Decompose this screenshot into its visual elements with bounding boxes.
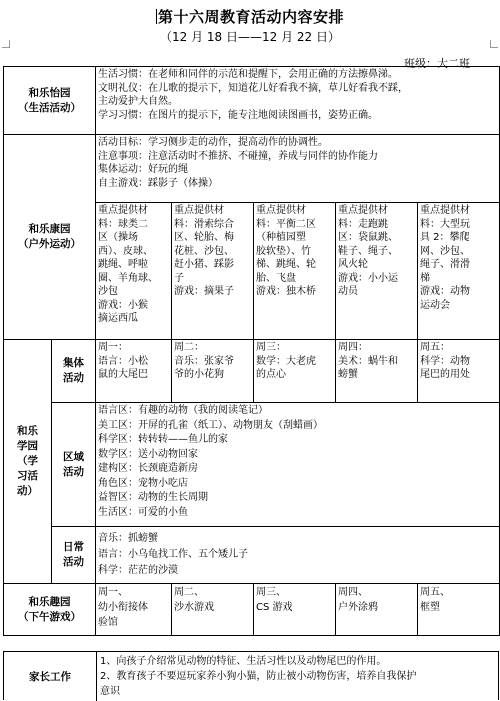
group-day-wed bbox=[254, 340, 336, 403]
fun-day-mon bbox=[96, 584, 172, 636]
learn-garden-title-2: 学园 bbox=[17, 440, 38, 452]
learn-garden-subtitle-1: （学 bbox=[17, 455, 38, 467]
health-line: 集体运动：好玩的绳 bbox=[98, 164, 188, 175]
focus-line: 重点提供材 bbox=[256, 205, 306, 216]
focus-line: 赶小猪、踩影 bbox=[174, 259, 234, 270]
focus-line: 沙包 bbox=[98, 286, 118, 297]
area-label-2: 活动 bbox=[63, 465, 84, 478]
focus-line: 游戏：小猴 bbox=[98, 299, 148, 311]
family-work-label: 家长工作 bbox=[4, 652, 97, 701]
focus-line: 重点提供材 bbox=[174, 205, 224, 216]
learn-garden-label bbox=[4, 340, 52, 584]
focus-line: 西）、皮球、 bbox=[98, 245, 153, 257]
day-text: 科学：动物 bbox=[420, 355, 470, 367]
fun-day-fri bbox=[418, 584, 500, 636]
schedule-table bbox=[3, 66, 500, 636]
daily-label-2: 活动 bbox=[63, 556, 84, 568]
group-day-fri bbox=[418, 340, 500, 403]
class-label: 班级： bbox=[404, 57, 437, 70]
day-text: 尾巴的用处 bbox=[420, 369, 470, 380]
day-text: 数学：大老虎 bbox=[256, 355, 316, 367]
focus-line: 具 2：攀爬 bbox=[420, 232, 470, 243]
health-garden-subtitle: （户外运动） bbox=[18, 238, 81, 250]
group-activity-label bbox=[52, 340, 96, 403]
day-title: 周一、 bbox=[98, 587, 128, 598]
day-text: 户外涂鸦 bbox=[338, 602, 378, 613]
focus-line: 子 bbox=[174, 272, 184, 284]
focus-line: 胶软垫）、竹 bbox=[256, 245, 311, 257]
day-title: 周二、 bbox=[174, 587, 204, 598]
health-line: 注意事项：注意活动时不推挤、不碰撞，养成与同伴的协作能力 bbox=[98, 150, 378, 162]
day-text: 的点心 bbox=[256, 369, 286, 380]
focus-line: 料：球类二 bbox=[98, 218, 148, 230]
area-activity-row bbox=[4, 403, 500, 527]
fun-garden-label bbox=[4, 584, 96, 636]
focus-line: 胎、飞盘 bbox=[256, 272, 296, 284]
daily-line: 语言：小乌龟找工作、五个矮儿子 bbox=[98, 549, 248, 560]
focus-cell-4 bbox=[336, 203, 418, 340]
area-activity-label bbox=[52, 403, 96, 527]
fun-day-thu bbox=[336, 584, 418, 636]
health-garden-label bbox=[4, 135, 96, 340]
life-line: 文明礼仪：在儿歌的提示下，知道花儿好看我不摘，草儿好看我不踩， bbox=[98, 82, 408, 94]
health-garden-content bbox=[96, 135, 500, 203]
focus-line: （种植园塑 bbox=[256, 232, 306, 243]
group-day-tue bbox=[172, 340, 254, 403]
day-text: 框塑 bbox=[420, 602, 440, 613]
area-line: 益智区：动物的生长周期 bbox=[98, 492, 208, 503]
learn-garden-title-1: 和乐 bbox=[17, 425, 38, 437]
group-day-thu bbox=[336, 340, 418, 403]
focus-line: 游戏：摘果子 bbox=[174, 286, 234, 297]
area-line: 生活区：可爱的小鱼 bbox=[98, 506, 188, 518]
daily-line: 科学：茫茫的沙漠 bbox=[98, 565, 178, 576]
focus-line: 区：袋鼠跳、 bbox=[338, 232, 398, 243]
day-text: 鼠的大尾巴 bbox=[98, 369, 148, 380]
daily-activity-content bbox=[96, 527, 500, 584]
focus-line: 重点提供材 bbox=[98, 205, 148, 216]
focus-cell-2 bbox=[172, 203, 254, 340]
day-text: CS 游戏 bbox=[256, 602, 293, 613]
focus-line: 运动会 bbox=[420, 299, 450, 311]
fun-garden-title: 和乐趣园 bbox=[28, 595, 71, 608]
focus-line: 风火轮 bbox=[338, 259, 368, 270]
life-line: 生活习惯：在老师和同伴的示范和提醒下，会用正确的方法擦鼻涕。 bbox=[98, 69, 398, 80]
focus-line: 重点提供材 bbox=[338, 205, 388, 216]
day-title: 周五、 bbox=[420, 587, 450, 598]
life-garden-content bbox=[96, 67, 500, 135]
daily-activity-row bbox=[4, 527, 500, 584]
day-text: 音乐：张家爷 bbox=[174, 355, 234, 367]
day-title: 周三： bbox=[256, 342, 286, 353]
focus-line: 圈、羊角球、 bbox=[98, 272, 158, 284]
family-line: 2、教育孩子不要逗玩家养小狗小猫，防止被小动物伤害，培养自我保护 bbox=[100, 671, 417, 682]
focus-line: 料：滑索综合 bbox=[174, 218, 234, 230]
health-line: 活动目标：学习侧步走的动作，提高动作的协调性。 bbox=[98, 137, 328, 148]
fun-garden-row bbox=[4, 584, 500, 636]
health-garden-title: 和乐康园 bbox=[28, 223, 71, 235]
fun-garden-subtitle: （下午游戏） bbox=[18, 610, 81, 623]
learn-garden-subtitle-2: 习活 bbox=[17, 470, 38, 482]
focus-line: 料：走跑跳 bbox=[338, 218, 388, 230]
health-garden-row bbox=[4, 135, 500, 203]
life-garden-title: 和乐怡园 bbox=[28, 86, 71, 99]
day-text: 爷的小花狗 bbox=[174, 369, 224, 380]
crop-mark-right bbox=[490, 40, 498, 48]
day-text: 幼小衔接体 bbox=[98, 602, 148, 613]
life-line: 学习习惯：在图片的提示下，能专注地阅读图画书，姿势正确。 bbox=[98, 109, 378, 121]
area-line: 美工区：开屏的孔雀（纸工）、动物朋友（刮蜡画） bbox=[98, 419, 323, 431]
focus-line: 区（操场 bbox=[98, 232, 138, 243]
focus-line: 鞋子、绳子、 bbox=[338, 245, 398, 257]
focus-line: 料：大型玩 bbox=[420, 218, 470, 230]
fun-day-tue bbox=[172, 584, 254, 636]
day-text: 语言：小松 bbox=[98, 355, 148, 367]
day-title: 周一： bbox=[98, 342, 128, 353]
focus-line: 重点提供材 bbox=[420, 205, 470, 216]
focus-line: 跳绳、呼啦 bbox=[98, 259, 148, 270]
focus-line: 梯 bbox=[420, 272, 430, 284]
day-title: 周三、 bbox=[256, 587, 286, 598]
daily-label-1: 日常 bbox=[63, 541, 84, 553]
family-work-section bbox=[3, 651, 499, 700]
class-value: 大二班 bbox=[437, 57, 470, 70]
health-line: 自主游戏：踩影子（体操） bbox=[98, 177, 218, 189]
area-line: 语言区：有趣的动物（我的阅读笔记） bbox=[98, 405, 268, 416]
family-line: 意识 bbox=[100, 686, 120, 697]
life-garden-label bbox=[4, 67, 96, 135]
date-range: （12 月 18 日——12 月 22 日） bbox=[160, 30, 340, 44]
family-line: 1、向孩子介绍常见动物的特征、生活习性以及动物尾巴的作用。 bbox=[100, 656, 387, 667]
fun-day-wed bbox=[254, 584, 336, 636]
area-line: 科学区：转转转——鱼儿的家 bbox=[98, 434, 228, 445]
crop-mark-left bbox=[2, 40, 10, 48]
focus-cell-5 bbox=[418, 203, 500, 340]
area-line: 建构区：长颈鹿造新房 bbox=[98, 463, 198, 474]
area-line: 角色区：宠物小吃店 bbox=[98, 477, 188, 489]
group-activity-row bbox=[4, 340, 500, 403]
area-label-1: 区域 bbox=[63, 450, 84, 463]
day-text: 美术：蜗牛和 bbox=[338, 355, 398, 367]
page-title bbox=[0, 6, 500, 27]
life-garden-subtitle: （生活活动） bbox=[18, 101, 81, 114]
focus-cell-3 bbox=[254, 203, 336, 340]
day-title: 周四： bbox=[338, 342, 368, 353]
focus-line: 游戏：小小运 bbox=[338, 272, 398, 284]
group-day-mon bbox=[96, 340, 172, 403]
group-label-2: 活动 bbox=[63, 372, 84, 384]
learn-garden-subtitle-3: 动） bbox=[17, 485, 38, 497]
focus-cell-1 bbox=[96, 203, 172, 340]
day-text: 螃蟹 bbox=[338, 369, 358, 380]
focus-line: 花桩、沙包、 bbox=[174, 245, 234, 257]
group-label-1: 集体 bbox=[63, 357, 84, 369]
day-title: 周五： bbox=[420, 342, 450, 353]
daily-activity-label bbox=[52, 527, 96, 584]
focus-line: 区、轮胎、梅 bbox=[174, 232, 234, 243]
day-text: 验馆 bbox=[98, 617, 118, 628]
area-line: 数学区：送小动物回家 bbox=[98, 448, 198, 460]
focus-line: 网、沙包、 bbox=[420, 245, 470, 257]
focus-line: 游戏：独木桥 bbox=[256, 286, 316, 297]
text-cursor bbox=[156, 9, 157, 24]
focus-line: 梯、跳绳、轮 bbox=[256, 259, 316, 270]
page-title-text: 第十六周教育活动内容安排 bbox=[157, 8, 344, 26]
focus-line: 料：平衡二区 bbox=[256, 218, 316, 230]
focus-line: 绳子、滑滑 bbox=[420, 259, 470, 270]
day-text: 沙水游戏 bbox=[174, 602, 214, 613]
area-activity-content bbox=[96, 403, 500, 527]
life-garden-row bbox=[4, 67, 500, 135]
focus-line: 摘运西瓜 bbox=[98, 313, 138, 324]
focus-line: 游戏：动物 bbox=[420, 286, 470, 297]
day-title: 周二： bbox=[174, 342, 204, 353]
focus-line: 动员 bbox=[338, 286, 358, 297]
day-title: 周四、 bbox=[338, 587, 368, 598]
daily-line: 音乐：抓螃蟹 bbox=[98, 533, 158, 544]
family-work-content bbox=[100, 654, 496, 699]
life-line: 主动爱护大自然。 bbox=[98, 96, 178, 107]
